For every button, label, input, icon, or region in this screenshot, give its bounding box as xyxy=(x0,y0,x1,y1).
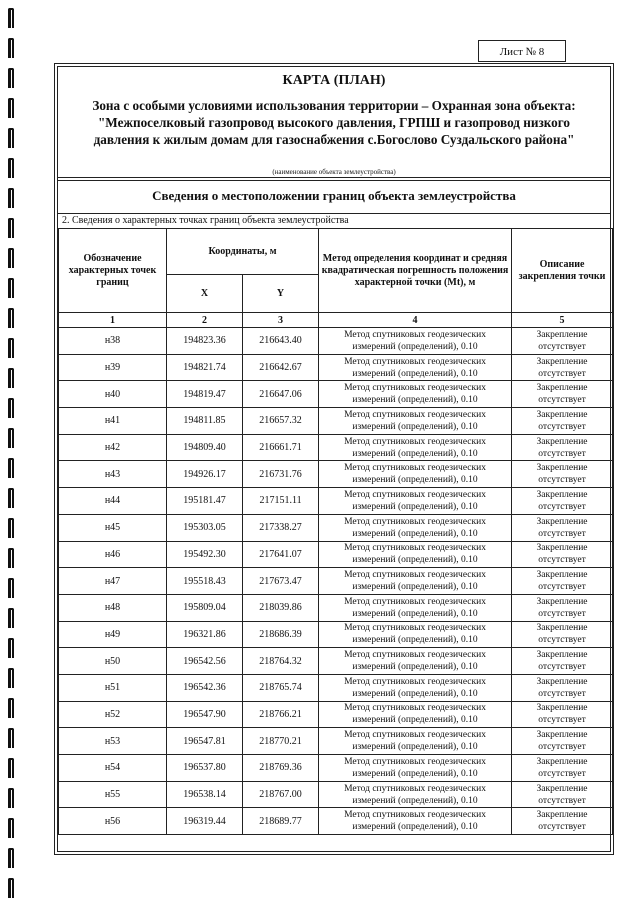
method-cell xyxy=(319,381,512,408)
coord-y: 217641.07 xyxy=(243,541,319,568)
method-cell xyxy=(319,701,512,728)
coord-x: 194809.40 xyxy=(167,434,243,461)
description-cell xyxy=(512,755,613,782)
method-line-1: Метод спутниковых геодезических xyxy=(344,650,486,661)
table-row xyxy=(59,381,613,408)
coord-y: 216731.76 xyxy=(243,461,319,488)
description-line-1: Закрепление xyxy=(536,570,588,581)
method-line-1: Метод спутниковых геодезических xyxy=(344,409,486,420)
description-line-2: отсутствует xyxy=(538,475,586,486)
method-cell xyxy=(319,755,512,782)
coord-x: 194823.36 xyxy=(167,328,243,355)
binder-hole xyxy=(8,428,14,448)
method-line-1: Метод спутниковых геодезических xyxy=(344,756,486,767)
binder-hole xyxy=(8,548,14,568)
title-block xyxy=(58,67,610,167)
method-cell xyxy=(319,621,512,648)
description-cell xyxy=(512,648,613,675)
coord-x: 194811.85 xyxy=(167,408,243,435)
coord-y: 217151.11 xyxy=(243,488,319,515)
table-row xyxy=(59,674,613,701)
binder-hole xyxy=(8,728,14,748)
header-x: X xyxy=(167,275,243,313)
method-cell xyxy=(319,488,512,515)
section-title: Сведения о местоположении границ объекта землеустройства xyxy=(58,180,610,214)
table-row xyxy=(59,621,613,648)
binder-hole xyxy=(8,398,14,418)
coord-y: 217673.47 xyxy=(243,568,319,595)
method-line-1: Метод спутниковых геодезических xyxy=(344,383,486,394)
method-line-2: измерений (определений), 0.10 xyxy=(352,448,478,459)
binder-hole xyxy=(8,278,14,298)
binder-hole xyxy=(8,68,14,88)
description-line-1: Закрепление xyxy=(536,543,588,554)
method-cell xyxy=(319,728,512,755)
point-id: н48 xyxy=(59,594,167,621)
table-row xyxy=(59,541,613,568)
coord-x: 194926.17 xyxy=(167,461,243,488)
table-row xyxy=(59,701,613,728)
method-line-1: Метод спутниковых геодезических xyxy=(344,489,486,500)
point-id: н42 xyxy=(59,434,167,461)
coord-x: 196542.56 xyxy=(167,648,243,675)
description-line-2: отсутствует xyxy=(538,635,586,646)
description-cell xyxy=(512,728,613,755)
table-row xyxy=(59,328,613,355)
method-line-2: измерений (определений), 0.10 xyxy=(352,475,478,486)
object-name: Зона с особыми условиями использования территории – Охранная зона объекта: "Межпоселковый газопровод высокого давления, ГРПШ и газопровод низкого давления к жилым домам для газоснабжения с.Богослово Суздальского района" xyxy=(92,98,576,147)
description-cell xyxy=(512,488,613,515)
binder-holes xyxy=(8,0,22,905)
coord-y: 218766.21 xyxy=(243,701,319,728)
point-id: н52 xyxy=(59,701,167,728)
coord-y: 218764.32 xyxy=(243,648,319,675)
point-id: н53 xyxy=(59,728,167,755)
method-line-2: измерений (определений), 0.10 xyxy=(352,715,478,726)
point-id: н49 xyxy=(59,621,167,648)
coord-x: 194821.74 xyxy=(167,354,243,381)
point-id: н54 xyxy=(59,755,167,782)
binder-hole xyxy=(8,848,14,868)
column-number: 4 xyxy=(319,313,512,328)
coord-y: 216647.06 xyxy=(243,381,319,408)
table-row xyxy=(59,594,613,621)
column-number: 1 xyxy=(59,313,167,328)
point-id: н50 xyxy=(59,648,167,675)
column-number: 2 xyxy=(167,313,243,328)
description-line-1: Закрепление xyxy=(536,356,588,367)
binder-hole xyxy=(8,578,14,598)
point-id: н51 xyxy=(59,674,167,701)
header-coordinates: Координаты, м xyxy=(167,229,319,275)
point-id: н45 xyxy=(59,514,167,541)
table-row xyxy=(59,514,613,541)
coord-y: 218765.74 xyxy=(243,674,319,701)
description-line-1: Закрепление xyxy=(536,596,588,607)
method-line-2: измерений (определений), 0.10 xyxy=(352,608,478,619)
description-cell xyxy=(512,514,613,541)
method-cell xyxy=(319,434,512,461)
description-line-1: Закрепление xyxy=(536,756,588,767)
description-cell xyxy=(512,701,613,728)
binder-hole xyxy=(8,698,14,718)
binder-hole xyxy=(8,308,14,328)
method-line-2: измерений (определений), 0.10 xyxy=(352,662,478,673)
point-id: н41 xyxy=(59,408,167,435)
description-cell xyxy=(512,541,613,568)
coord-y: 218769.36 xyxy=(243,755,319,782)
description-line-2: отсутствует xyxy=(538,528,586,539)
subsection-title: 2. Сведения о характерных точках границ объекта землеустройства xyxy=(62,215,349,226)
method-line-2: измерений (определений), 0.10 xyxy=(352,341,478,352)
object-caption: (наименование объекта землеустройства) xyxy=(58,167,610,178)
method-line-2: измерений (определений), 0.10 xyxy=(352,582,478,593)
table-row xyxy=(59,488,613,515)
method-line-2: измерений (определений), 0.10 xyxy=(352,822,478,833)
coord-y: 218767.00 xyxy=(243,781,319,808)
method-line-1: Метод спутниковых геодезических xyxy=(344,730,486,741)
description-line-2: отсутствует xyxy=(538,582,586,593)
description-cell xyxy=(512,568,613,595)
description-line-2: отсутствует xyxy=(538,742,586,753)
method-line-2: измерений (определений), 0.10 xyxy=(352,635,478,646)
method-line-2: измерений (определений), 0.10 xyxy=(352,501,478,512)
description-cell xyxy=(512,354,613,381)
header-method: Метод определения координат и средняя квадратическая погрешность положения характерной точки (Mt), м xyxy=(319,229,512,313)
description-cell xyxy=(512,434,613,461)
description-line-2: отсутствует xyxy=(538,688,586,699)
point-id: н47 xyxy=(59,568,167,595)
description-cell xyxy=(512,328,613,355)
method-cell xyxy=(319,594,512,621)
description-line-1: Закрепление xyxy=(536,730,588,741)
description-line-1: Закрепление xyxy=(536,783,588,794)
table-row xyxy=(59,568,613,595)
description-cell xyxy=(512,674,613,701)
sheet-number: Лист № 8 xyxy=(478,40,566,62)
method-line-2: измерений (определений), 0.10 xyxy=(352,555,478,566)
point-id: н56 xyxy=(59,808,167,835)
coord-x: 194819.47 xyxy=(167,381,243,408)
coord-x: 196547.90 xyxy=(167,701,243,728)
points-table xyxy=(58,228,613,835)
description-line-2: отсутствует xyxy=(538,368,586,379)
description-line-1: Закрепление xyxy=(536,489,588,500)
binder-hole xyxy=(8,188,14,208)
description-line-2: отсутствует xyxy=(538,448,586,459)
description-line-2: отсутствует xyxy=(538,555,586,566)
table-row xyxy=(59,408,613,435)
method-line-2: измерений (определений), 0.10 xyxy=(352,368,478,379)
binder-hole xyxy=(8,128,14,148)
method-line-1: Метод спутниковых геодезических xyxy=(344,329,486,340)
document-frame xyxy=(54,63,614,855)
point-id: н43 xyxy=(59,461,167,488)
method-cell xyxy=(319,461,512,488)
binder-hole xyxy=(8,518,14,538)
table-row xyxy=(59,354,613,381)
method-cell xyxy=(319,328,512,355)
method-cell xyxy=(319,408,512,435)
point-id: н38 xyxy=(59,328,167,355)
point-id: н46 xyxy=(59,541,167,568)
method-line-1: Метод спутниковых геодезических xyxy=(344,356,486,367)
page-title: КАРТА (ПЛАН) xyxy=(282,73,386,88)
method-cell xyxy=(319,808,512,835)
coord-y: 218770.21 xyxy=(243,728,319,755)
binder-hole xyxy=(8,458,14,478)
header-designation: Обозначение характерных точек границ xyxy=(59,229,167,313)
description-line-2: отсутствует xyxy=(538,662,586,673)
coord-x: 195181.47 xyxy=(167,488,243,515)
description-line-1: Закрепление xyxy=(536,810,588,821)
method-cell xyxy=(319,541,512,568)
method-cell xyxy=(319,648,512,675)
coord-x: 196542.36 xyxy=(167,674,243,701)
coord-y: 218686.39 xyxy=(243,621,319,648)
method-line-1: Метод спутниковых геодезических xyxy=(344,570,486,581)
method-line-1: Метод спутниковых геодезических xyxy=(344,516,486,527)
description-line-1: Закрепление xyxy=(536,650,588,661)
method-line-2: измерений (определений), 0.10 xyxy=(352,795,478,806)
description-cell xyxy=(512,808,613,835)
description-line-1: Закрепление xyxy=(536,383,588,394)
binder-hole xyxy=(8,218,14,238)
description-line-1: Закрепление xyxy=(536,676,588,687)
binder-hole xyxy=(8,98,14,118)
coord-y: 216643.40 xyxy=(243,328,319,355)
description-line-1: Закрепление xyxy=(536,409,588,420)
header-description: Описание закрепления точки xyxy=(512,229,613,313)
method-line-1: Метод спутниковых геодезических xyxy=(344,463,486,474)
method-line-1: Метод спутниковых геодезических xyxy=(344,543,486,554)
method-line-1: Метод спутниковых геодезических xyxy=(344,596,486,607)
description-cell xyxy=(512,781,613,808)
method-line-2: измерений (определений), 0.10 xyxy=(352,742,478,753)
table-row xyxy=(59,648,613,675)
column-number: 5 xyxy=(512,313,613,328)
description-line-2: отсутствует xyxy=(538,501,586,512)
description-line-2: отсутствует xyxy=(538,768,586,779)
table-row xyxy=(59,728,613,755)
binder-hole xyxy=(8,488,14,508)
description-line-2: отсутствует xyxy=(538,421,586,432)
description-cell xyxy=(512,594,613,621)
binder-hole xyxy=(8,248,14,268)
binder-hole xyxy=(8,878,14,898)
binder-hole xyxy=(8,788,14,808)
method-line-1: Метод спутниковых геодезических xyxy=(344,783,486,794)
document-inner-frame xyxy=(57,66,611,852)
description-line-2: отсутствует xyxy=(538,795,586,806)
coord-y: 217338.27 xyxy=(243,514,319,541)
description-line-2: отсутствует xyxy=(538,341,586,352)
binder-hole xyxy=(8,638,14,658)
method-line-1: Метод спутниковых геодезических xyxy=(344,703,486,714)
description-line-1: Закрепление xyxy=(536,703,588,714)
method-cell xyxy=(319,781,512,808)
table-row xyxy=(59,434,613,461)
coord-x: 196537.80 xyxy=(167,755,243,782)
point-id: н40 xyxy=(59,381,167,408)
description-line-1: Закрепление xyxy=(536,436,588,447)
coord-y: 216657.32 xyxy=(243,408,319,435)
table-row xyxy=(59,808,613,835)
binder-hole xyxy=(8,8,14,28)
method-line-1: Метод спутниковых геодезических xyxy=(344,676,486,687)
description-cell xyxy=(512,621,613,648)
description-line-2: отсутствует xyxy=(538,395,586,406)
method-cell xyxy=(319,674,512,701)
table-row xyxy=(59,781,613,808)
binder-hole xyxy=(8,38,14,58)
description-cell xyxy=(512,461,613,488)
binder-hole xyxy=(8,158,14,178)
method-line-1: Метод спутниковых геодезических xyxy=(344,810,486,821)
binder-hole xyxy=(8,818,14,838)
method-cell xyxy=(319,568,512,595)
method-line-2: измерений (определений), 0.10 xyxy=(352,688,478,699)
description-cell xyxy=(512,408,613,435)
method-line-2: измерений (определений), 0.10 xyxy=(352,768,478,779)
method-cell xyxy=(319,514,512,541)
coord-x: 195492.30 xyxy=(167,541,243,568)
binder-hole xyxy=(8,758,14,778)
coord-y: 216661.71 xyxy=(243,434,319,461)
method-line-2: измерений (определений), 0.10 xyxy=(352,395,478,406)
coord-x: 196547.81 xyxy=(167,728,243,755)
coord-x: 196319.44 xyxy=(167,808,243,835)
coord-x: 195303.05 xyxy=(167,514,243,541)
table-row xyxy=(59,755,613,782)
binder-hole xyxy=(8,668,14,688)
column-number: 3 xyxy=(243,313,319,328)
coord-x: 195809.04 xyxy=(167,594,243,621)
coord-y: 218039.86 xyxy=(243,594,319,621)
point-id: н44 xyxy=(59,488,167,515)
method-cell xyxy=(319,354,512,381)
method-line-2: измерений (определений), 0.10 xyxy=(352,528,478,539)
coord-x: 195518.43 xyxy=(167,568,243,595)
description-cell xyxy=(512,381,613,408)
coord-x: 196321.86 xyxy=(167,621,243,648)
table-row xyxy=(59,461,613,488)
description-line-1: Закрепление xyxy=(536,463,588,474)
binder-hole xyxy=(8,608,14,628)
method-line-2: измерений (определений), 0.10 xyxy=(352,421,478,432)
description-line-2: отсутствует xyxy=(538,608,586,619)
description-line-2: отсутствует xyxy=(538,715,586,726)
header-y: Y xyxy=(243,275,319,313)
coord-y: 216642.67 xyxy=(243,354,319,381)
method-line-1: Метод спутниковых геодезических xyxy=(344,623,486,634)
coord-y: 218689.77 xyxy=(243,808,319,835)
description-line-2: отсутствует xyxy=(538,822,586,833)
point-id: н55 xyxy=(59,781,167,808)
description-line-1: Закрепление xyxy=(536,623,588,634)
binder-hole xyxy=(8,338,14,358)
point-id: н39 xyxy=(59,354,167,381)
description-line-1: Закрепление xyxy=(536,516,588,527)
method-line-1: Метод спутниковых геодезических xyxy=(344,436,486,447)
coord-x: 196538.14 xyxy=(167,781,243,808)
description-line-1: Закрепление xyxy=(536,329,588,340)
binder-hole xyxy=(8,368,14,388)
